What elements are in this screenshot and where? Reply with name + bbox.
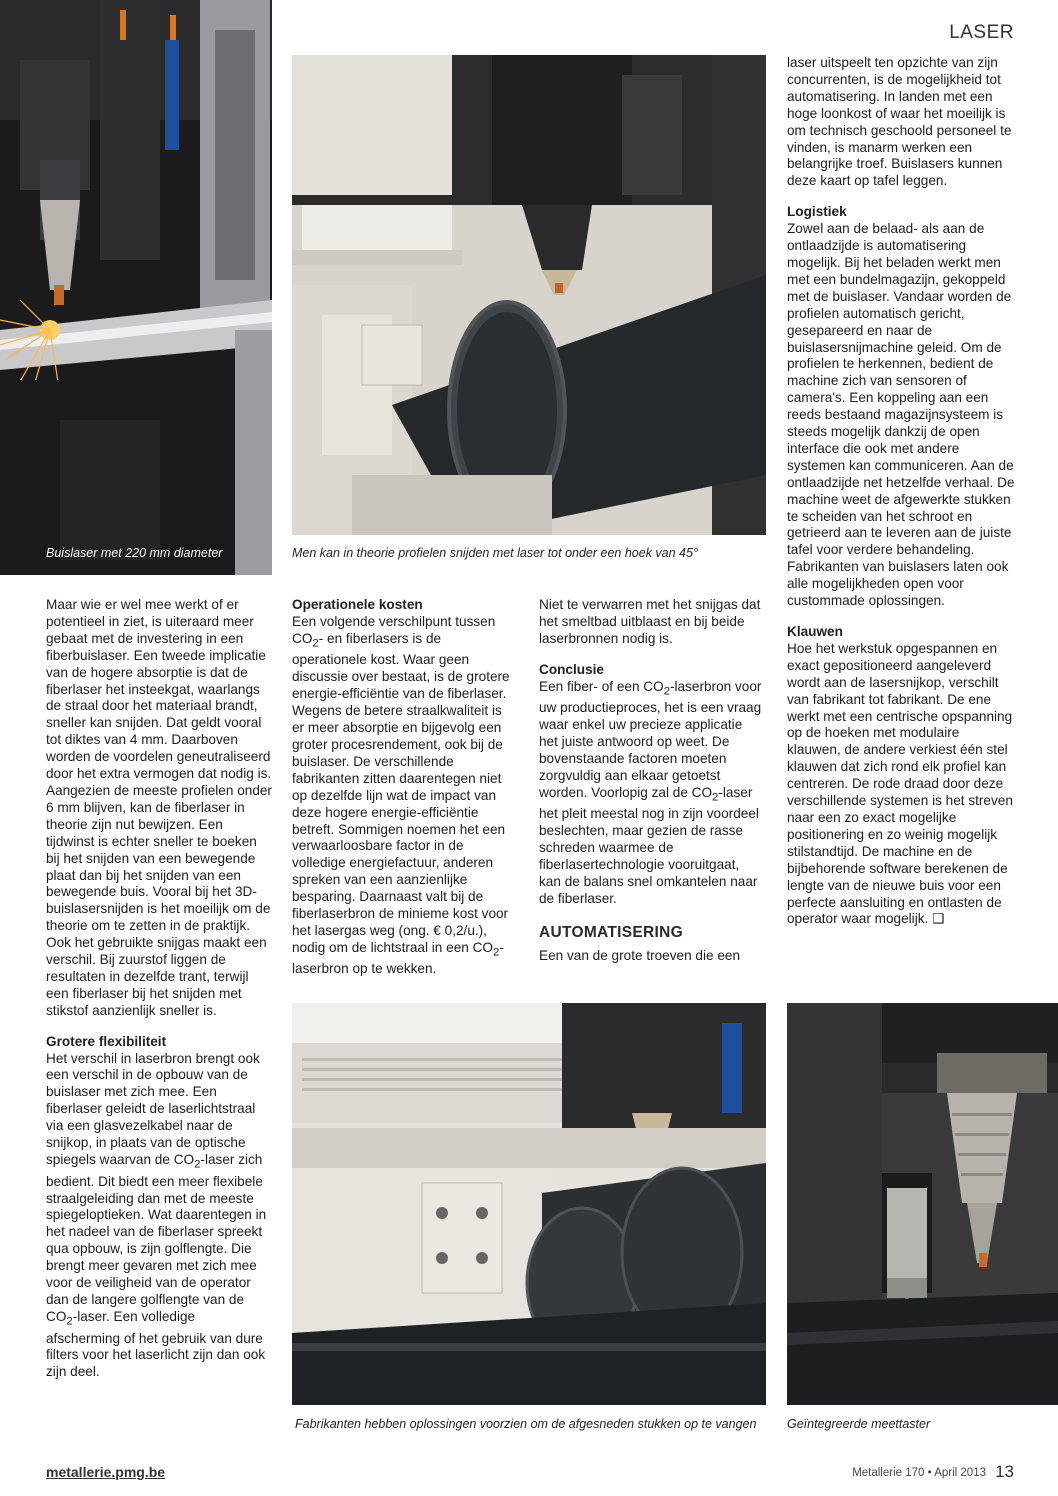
subheading-flexibility: Grotere flexibiliteit	[46, 1033, 167, 1049]
paragraph: Maar wie er wel mee werkt of er potentieel in ziet, is uiteraard meer gebaat met de investering in een fiberbuislaser. Een tweede implicatie van de hogere absorptie is dat de fiberlaser het insteekgat, waarlangs de straal door het materiaal brandt, sneller kan snijden. Dat geldt vooral tot diktes van 4 mm. Daarboven worden de voordelen geneutraliseerd door het extra vermogen dat nodig is. Aangezien de meeste profielen onder 6 mm blijven, kan de fiberlaser in theorie zijn nut bewijzen. Een tijdwinst is echter sneller te boeken bij het snijden van een bewegende plaat dan bij het snijden van een bewegende buis. Vooral bij het 3D-buislasersnijden is het moeilijk om de theorie om te zetten in de praktijk. Ook het gebruikte snijgas maakt een verschil. Bij zuurstof liggen de resultaten in dezelfde trant, terwijl een fiberlaser bij het snijden met stikstof aanzienlijk sneller is.	[46, 597, 272, 1018]
paragraph: Een fiber- of een $CO_2$-laserbron voor uw productieproces, het is een vraag waar enkel uw precieze applicatie het juiste antwoord op weet. De bovenstaande factoren moeten zorgvuldig aan elkaar getoetst worden. Voorlopig zal de $CO_2$-laser het pleit meestal nog in zijn voordeel beslechten, maar gezien de rasse schreden waarmee de fiberlasertechnologie vooruitgaat, kan de balans snel omkantelen naar de fiberlaser.	[539, 678, 762, 906]
photo-integrated-probe	[787, 1003, 1058, 1405]
section-heading-automation: AUTOMATISERING	[539, 923, 683, 941]
paragraph: Hoe het werkstuk opgespannen en exact gepositioneerd aangeleverd wordt aan de lasersnijkop, verschilt van fabrikant tot fabrikant. De ene werkt met een centrische opspanning op de hoeken met modulaire klauwen, de andere verkiest één stel klauwen dat zich rond elk profiel kan centreren. De rode draad door deze verschillende systemen is het streven naar een zo exact mogelijke positionering en zo weinig mogelijk stilstandtijd. De machine en de bijbehorende software berekenen de lengte van de nieuwe buis voor een perfecte aansluiting en ontlasten de operator waar mogelijk. ❑	[787, 640, 1013, 927]
paragraph: Niet te verwarren met het snijgas dat het smeltbad uitblaast en bij beide laserbronnen nodig is.	[539, 597, 761, 646]
text-column-2	[292, 597, 516, 978]
text-column-4	[787, 55, 1015, 928]
footer-website-link[interactable]: metallerie.pmg.be	[46, 1464, 166, 1480]
photo-caption: Men kan in theorie profielen snijden met laser tot onder een hoek van 45°	[292, 546, 698, 560]
end-mark-icon: ❑	[932, 911, 945, 927]
subheading-claws: Klauwen	[787, 624, 843, 639]
subheading-logistics: Logistiek	[787, 204, 847, 220]
angle-cutting-image	[292, 55, 766, 535]
photo-angle-cutting	[292, 55, 766, 535]
text-column-1	[46, 597, 272, 1381]
paragraph: Een volgende verschilpunt tussen $CO_2-$ en fiberlasers is de operationele kost. Waar geen discussie over bestaat, is de grotere energie-efficiëntie van de fiberlaser. Wegens de betere straalkwaliteit is er meer absorptie en bijgevolg een groter procesrendement, ook bij de buislaser. De verschillende fabrikanten zitten daarentegen niet op dezelfde lijn wat de impact van deze hogere energie-efficiëntie betreft. Sommigen noemen het een verwaarloosbare factor in de volledige energiefactuur, anderen spreken van een aanzienlijke besparing. Daarnaast valt bij de fiberlaserbron de minieme kost voor het lasergas weg (ong. € 0,2/u.), nodig om de lichtstraal in een $CO_2$-laserbron op te wekken.	[292, 613, 510, 977]
photo-caption: Buislaser met 220 mm diameter	[46, 546, 223, 560]
photo-cut-pieces-catcher	[292, 1003, 766, 1405]
footer-issue: Metallerie 170 • April 2013	[852, 1467, 986, 1479]
text-column-3	[539, 597, 763, 965]
paragraph: Het verschil in laserbron brengt ook een verschil in de opbouw van de buislaser met zich mee. Een fiberlaser geleidt de laserlichtstraal via een glasvezelkabel naar de snijkop, in plaats van de optische spiegels waarvan de $CO_2$-laser zich bedient. Dit biedt een meer flexibele straalgeleiding dan met de meeste spiegeloptieken. Wat daarentegen in het nadeel van de fiberlaser spreekt qua opbouw, is zijn golflengte. Die brengt meer gevaren met zich mee voor de veiligheid van de operator dan de langere golflengte van de $CO_2$-laser. Een volledige afscherming of het gebruik van dure filters voor het laserlicht zijn dan ook zijn deel.	[46, 1050, 267, 1380]
cut-pieces-image	[292, 1003, 766, 1405]
paragraph: Een van de grote troeven die een	[539, 947, 741, 963]
photo-caption: Geïntegreerde meettaster	[787, 1417, 931, 1431]
subheading-operational-costs: Operationele kosten	[292, 597, 423, 612]
section-label: LASER	[949, 22, 1014, 43]
paragraph: Zowel aan de belaad- als aan de ontlaadzijde is automatisering mogelijk. Bij het beladen werkt men met een bundelmagazijn, gekoppeld met de buislaser. Vandaar worden de profielen automatisch gericht, gesepareerd en naar de buislasersnijmachine geleid. Om de profielen te herkennen, bedient de machine zich van sensoren of camera's. Een koppeling aan een reeds bestaand magazijnsysteem is steeds mogelijk dankzij de open interface die ook met andere systemen kan communiceren. Aan de ontlaadzijde net hetzelfde verhaal. De machine weet de afgewerkte stukken te scheiden van het schroot en getrieerd aan te leveren aan de juiste tafel voor verdere behandeling. Fabrikanten van buislasers laten ook alle mogelijkheden open voor custommade oplossingen.	[787, 221, 1015, 609]
probe-image	[787, 1003, 1058, 1405]
page-number: 13	[995, 1462, 1014, 1481]
tube-laser-image	[0, 0, 272, 575]
photo-caption: Fabrikanten hebben oplossingen voorzien om de afgesneden stukken op te vangen	[295, 1417, 757, 1431]
photo-tube-laser-220mm	[0, 0, 272, 575]
subheading-conclusion: Conclusie	[539, 661, 604, 677]
paragraph: laser uitspeelt ten opzichte van zijn concurrenten, is de mogelijkheid tot automatisering. In landen met een hoge loonkost of waar het moeilijk is om technisch geschoold personeel te vinden, is manarm werken een belangrijke troef. Buislasers kunnen deze kaart op tafel leggen.	[787, 55, 1012, 189]
